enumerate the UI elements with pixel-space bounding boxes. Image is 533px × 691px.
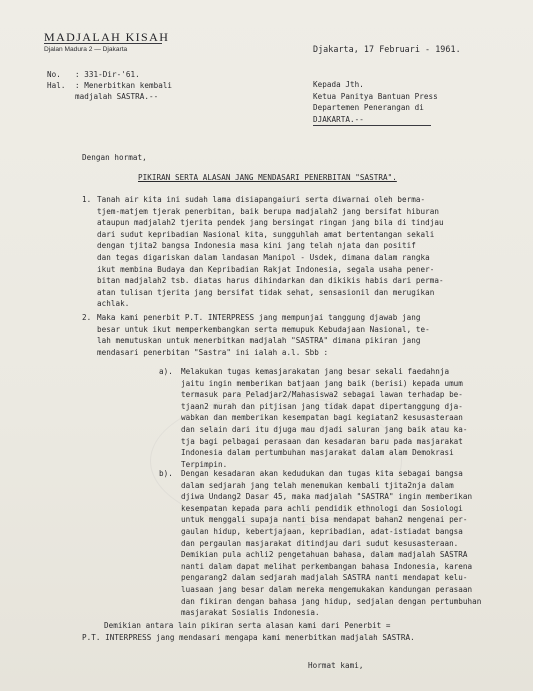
- text-line: pengarang2 dalam sedjarah madjalah SASTRA nanti mendapat kelu-: [181, 573, 468, 583]
- text-line: ikut membina Budaya dan Kepribadian Rakjat Indonesia, segala usaha pener-: [97, 264, 435, 274]
- sub-point-a-label: a).: [159, 367, 173, 376]
- text-line: Demikian pula achli2 pengetahuan bahasa, dalam madjalah SASTRA: [181, 550, 468, 560]
- text-line: Terpimpin.: [181, 459, 228, 469]
- text-line: termasuk para Peladjar2/Mahasiswa2 sebagai lawan terhadap be-: [181, 390, 463, 400]
- subject-line-2: madjalah SASTRA.--: [75, 92, 159, 101]
- text-line: Tanah air kita ini sudah lama disiapangaiuri serta diwarnai oleh berma-: [97, 195, 426, 204]
- text-line: gaulan hidup, kebertjajaan, kepribadian, adat-istiadat bangsa: [181, 526, 463, 536]
- text-line: dengan tjita2 bangsa Indonesia masa kini jang telah njata dan positif: [97, 241, 416, 251]
- recipient-line: Kepada Jth.: [313, 80, 364, 89]
- point-1-text: [97, 194, 444, 310]
- recipient-rule: [313, 125, 431, 126]
- text-line: Melakukan tugas kemasjarakatan jang besar sekali faedahnja: [181, 367, 450, 376]
- text-line: dari sudut kepribadian Nasional kita, sungguhlah amat bertentangan sekali: [97, 229, 435, 239]
- text-line: djiwa Undang2 Dasar 45, maka madjalah "SASTRA" ingin memberikan: [181, 492, 473, 502]
- reference-number-label: No.: [47, 70, 61, 79]
- recipient-line: Ketua Panitya Bantuan Press: [313, 91, 438, 101]
- salutation: Dengan hormat,: [82, 153, 147, 162]
- text-line: lah memutuskan untuk menerbitkan madjalah "SASTRA" dimana pikiran jang: [97, 336, 421, 346]
- text-line: jaitu ingin memberikan batjaan jang baik (berisi) kepada umum: [181, 378, 463, 388]
- text-line: dan pergaulan masjarakat ditindjau dari sudut kesusasteraan.: [181, 538, 459, 548]
- text-line: tjaan2 murah dan pitjisan jang tidak dapat dipertanggung dja-: [181, 401, 463, 411]
- text-line: Maka kami penerbit P.T. INTERPRESS jang mempunjai tanggung djawab jang: [97, 313, 421, 322]
- publisher-address: Djalan Madura 2 — Djakarta: [44, 46, 128, 53]
- letter-date: Djakarta, 17 Februari - 1961.: [313, 44, 461, 54]
- recipient-line: DJAKARTA.--: [313, 114, 364, 124]
- text-line: P.T. INTERPRESS jang mendasari mengapa kami menerbitkan madjalah SASTRA.: [82, 632, 415, 642]
- text-line: atan tulisan tjerita jang bersifat tidak sehat, sensasionil dan merugikan: [97, 287, 435, 297]
- point-2-text: [97, 312, 430, 358]
- text-line: Dengan kesadaran akan kedudukan dan tugas kita sebagai bangsa: [181, 469, 463, 478]
- text-line: ataupun madjalah2 tjerita pendek jang bersingat ringan jang bila di tindjau: [97, 218, 444, 228]
- text-line: Demikian antara lain pikiran serta alasan kami dari Penerbit =: [104, 621, 391, 630]
- sub-point-b-text: [181, 468, 481, 619]
- point-2-number: 2.: [82, 313, 92, 322]
- text-line: tjem-matjem tjerak penerbitan, baik berupa madjalah2 jang bersifat hiburan: [97, 206, 440, 216]
- subject-line-1: : Menerbitkan kembali: [75, 81, 173, 90]
- text-line: wabkan dan memberikan kesempatan bagi kegiatan2 kesusasteraan: [181, 413, 463, 423]
- text-line: dan tegas digariskan dalam landasan Manipol - Usdek, dimana dalam rangka: [97, 252, 430, 262]
- recipient-line: Departemen Penerangan di: [313, 103, 424, 113]
- reference-number: : 331-Dir-'61.: [75, 70, 140, 79]
- text-line: mendasari penerbitan "Sastra" ini ialah a.l. Sbb :: [97, 347, 329, 357]
- text-line: nanti dalam dapat melihat perkembangan bahasa Indonesia, karena: [181, 561, 473, 571]
- point-1-number: 1.: [82, 195, 92, 204]
- sub-point-b-label: b).: [159, 469, 173, 478]
- text-line: bitan madjalah2 tsb. diatas harus dihindarkan dan dikikis habis dari perma-: [97, 276, 444, 286]
- text-line: dan selain dari itu djuga mau djadi saluran jang baik atau ka-: [181, 424, 468, 434]
- letterhead-rule: [44, 43, 162, 44]
- subject-label: Hal.: [47, 81, 66, 90]
- closing-sign-off: Hormat kami,: [308, 661, 364, 670]
- recipient-block: [313, 79, 438, 125]
- text-line: tja bagi pelbagai perasaan dan kesadaran baru pada masjarakat: [181, 436, 463, 446]
- text-line: untuk menggali supaja nanti bisa mendapat bahan2 mengenai per-: [181, 515, 468, 525]
- letter-title: PIKIRAN SERTA ALASAN JANG MENDASARI PENERBITAN "SASTRA".: [138, 173, 397, 182]
- text-line: luasaan jang besar dalam mereka mengemukakan kandungan perasaan: [181, 584, 473, 594]
- text-line: dalam sedjarah jang telah menemukan kembali tjita2nja dalam: [181, 480, 454, 490]
- text-line: masjarakat Sosialis Indonesia.: [181, 608, 320, 618]
- text-line: dan fikiran dengan bahasa jang hidup, sedjalan dengan pertumbuhan: [181, 596, 482, 606]
- closing-paragraph: [82, 620, 415, 643]
- publisher-name: MADJALAH KISAH: [44, 30, 170, 44]
- text-line: achlak.: [97, 299, 130, 309]
- text-line: kesempatan kepada para achli pendidik ethnologi dan Sosiologi: [181, 503, 463, 513]
- text-line: besar untuk ikut memperkembangkan serta memupuk Kebudajaan Nasional, te-: [97, 324, 430, 334]
- text-line: Indonesia dalam pertumbuhan masjarakat dalam alam Demokrasi: [181, 448, 454, 458]
